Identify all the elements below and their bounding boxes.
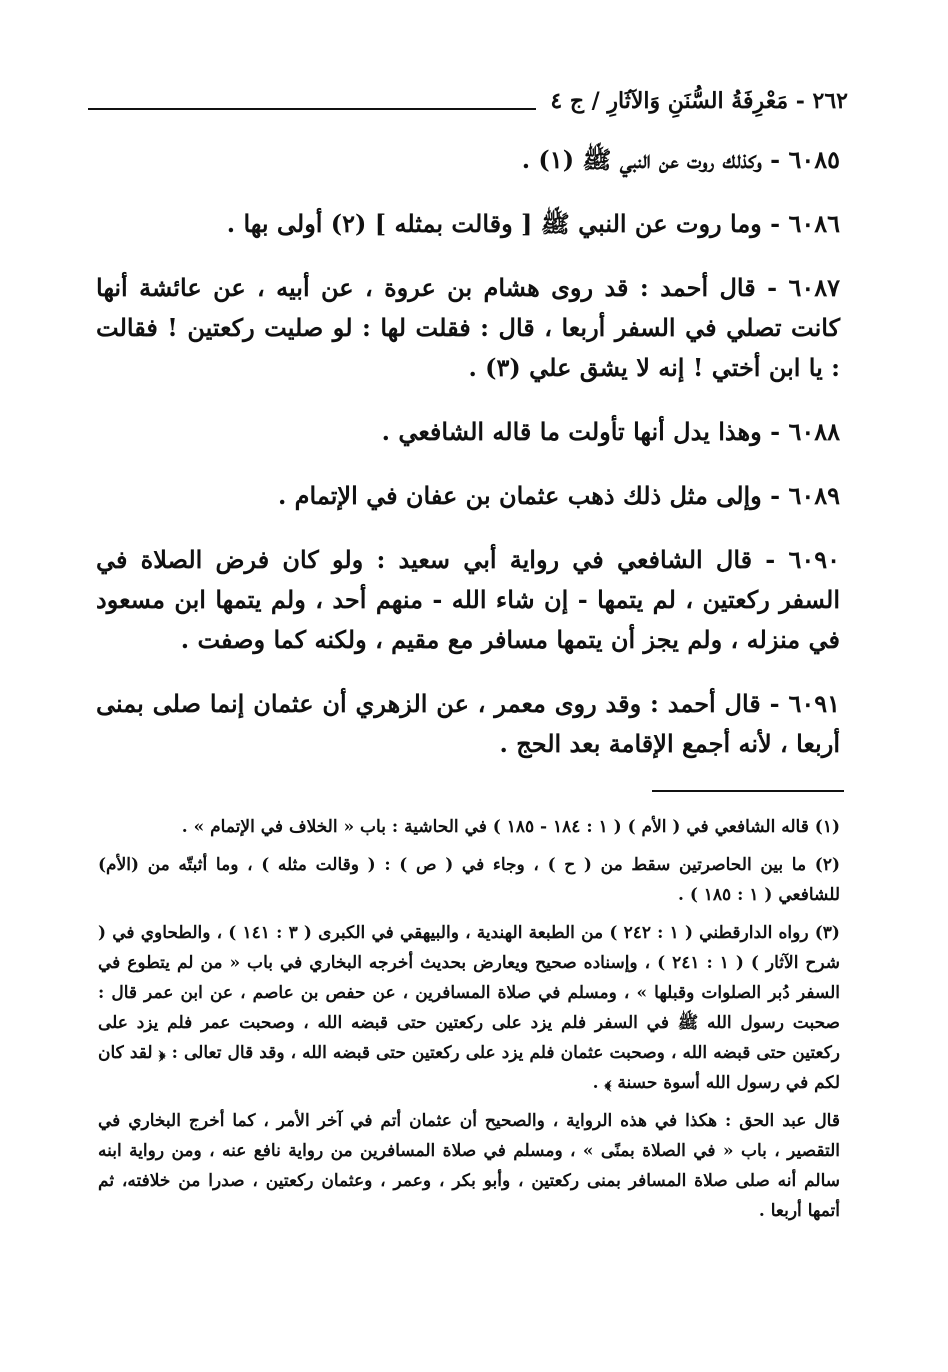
running-header-title: ٢٦٢ - مَعْرِفَةُ السُّنَنِ وَالآثَارِ / ج ٤ [550, 88, 848, 114]
footnote-3: (٣) رواه الدارقطني ( ١ : ٢٤٢ ) من الطبعة الهندية ، والبيهقي في الكبرى ( ٣ : ١٤١ ) ، والطحاوي في ( شرح الآثار ) ( ١ : ٢٤١ ) ، وإسناده صحيح ويعارض بحديث أخرجه البخاري في باب « من لم يتطوع في السفر دُبر الصلوات وقبلها » ، ومسلم في صلاة المسافرين ، عن حفص بن عاصم ، عن ابن عمر قال : صحبت رسول الله ﷺ في السفر فلم يزد على ركعتين حتى قبضه الله ، وصحبت عمر فلم يزد على ركعتين حتى قبضه الله ، وصحبت عثمان فلم يزد على ركعتين حتى قبضه الله ، وقد قال تعالى : ﴿ لقد كان لكم في رسول الله أسوة حسنة ﴾ . [98, 923, 840, 1093]
paragraph-6085 [96, 140, 840, 180]
main-text [96, 140, 840, 788]
hadith-number: ٦٠٩٠ [788, 545, 840, 574]
paragraph-text: - قال أحمد : وقد روى معمر ، عن الزهري أن عثمان إنما صلى بمنى أربعا ، لأنه أجمع الإقامة بعد الحج . [96, 689, 840, 758]
paragraph-6087 [96, 268, 840, 388]
hadith-number: ٦٠٨٥ [788, 145, 840, 174]
hadith-number: ٦٠٨٦ [788, 209, 840, 238]
paragraph-text: - قال الشافعي في رواية أبي سعيد : ولو كان فرض الصلاة في السفر ركعتين ، لم يتمها - إن شاء الله - منهم أحد ، ولم يتمها ابن مسعود في منزله ، ولم يجز أن يتمها مسافر مع مقيم ، ولكنه كما وصفت . [96, 545, 840, 654]
paragraph-text: - وهذا يدل أنها تأولت ما قاله الشافعي . [381, 417, 789, 446]
paragraph-text: - وما روت عن النبي ﷺ [ وقالت بمثله ] (٢) أولى بها . [226, 209, 789, 238]
footnote-separator [652, 790, 844, 792]
paragraph-6088 [96, 412, 840, 452]
paragraph-text: - وإلى مثل ذلك ذهب عثمان بن عفان في الإتمام . [277, 481, 789, 510]
hadith-number: ٦٠٩١ [788, 689, 840, 718]
footnote-1: (١) قاله الشافعي في ( الأم ) ( ١ : ١٨٤ - ١٨٥ ) في الحاشية : باب « الخلاف في الإتمام » . [181, 817, 840, 837]
footnote-2: (٢) ما بين الحاصرتين سقط من ( ح ) ، وجاء في ( ص ) : ( وقالت مثله ) ، وما أثبتّه من (الأم) للشافعي ( ١ : ١٨٥ ) . [98, 855, 840, 905]
hadith-number: ٦٠٨٩ [788, 481, 840, 510]
hadith-number: ٦٠٨٧ [788, 273, 840, 302]
hadith-number: ٦٠٨٨ [788, 417, 840, 446]
header-rule [88, 108, 536, 110]
paragraph-6091 [96, 684, 840, 764]
paragraph-6089 [96, 476, 840, 516]
paragraph-text: - وكذلك روت عن النبي ﷺ (١) . [521, 145, 789, 174]
paragraph-text: - قال أحمد : قد روى هشام بن عروة ، عن أبيه ، عن عائشة أنها كانت تصلي في السفر أربعا ، قال : فقلت لها : لو صليت ركعتين ! فقالت : يا ابن أختي ! إنه لا يشق علي (٣) . [96, 273, 840, 382]
footnote-3-continuation: قال عبد الحق : هكذا في هذه الرواية ، والصحيح أن عثمان أتم في آخر الأمر ، كما أخرج البخاري في التقصير ، باب « في الصلاة بمنًى » ، ومسلم في صلاة المسافرين من رواية نافع عنه ، ومن رواية ابنه سالم أنه صلى صلاة المسافر بمنى ركعتين ، وأبو بكر ، وعمر ، وعثمان ركعتين ، صدرا من خلافته، ثم أتمها أربعا . [98, 1111, 840, 1221]
page-header [88, 78, 848, 118]
footnotes [98, 812, 840, 1234]
paragraph-6086 [96, 204, 840, 244]
paragraph-6090 [96, 540, 840, 660]
